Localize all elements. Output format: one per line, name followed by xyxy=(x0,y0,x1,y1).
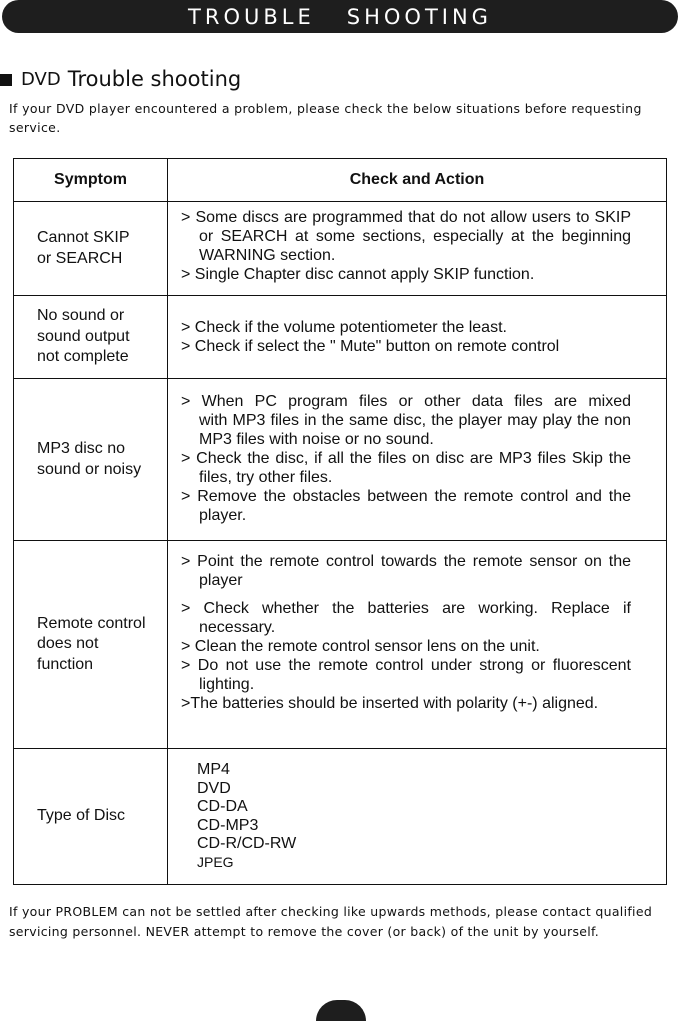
action-item: > When PC program files or other data files are mixed with MP3 files in the same disc, the player may play the non MP3 files with noise or no sound. xyxy=(181,393,636,448)
action-item: > Remove the obstacles between the remote control and the player. xyxy=(181,488,631,524)
list-item: MP4 xyxy=(197,761,230,778)
symptom-cell xyxy=(14,296,168,379)
action-cell xyxy=(168,202,667,296)
column-header-symptom: Symptom xyxy=(14,159,168,202)
symptom-cell xyxy=(14,379,168,541)
table-row xyxy=(14,296,667,379)
action-cell xyxy=(168,749,667,885)
section-prefix: DVD xyxy=(21,68,61,90)
symptom-line: Cannot SKIP xyxy=(37,229,130,246)
action-item: > Check if select the " Mute" button on remote control xyxy=(181,338,560,355)
action-cell xyxy=(168,379,667,541)
table-row xyxy=(14,541,667,749)
intro-paragraph: If your DVD player encountered a problem, please check the below situations before requesting service. xyxy=(9,101,642,135)
action-item: > Check whether the batteries are working. Replace if necessary. xyxy=(181,600,631,636)
symptom-line: sound output xyxy=(37,327,130,345)
section-title: Trouble shooting xyxy=(67,67,242,91)
list-item: CD-R/CD-RW xyxy=(197,835,297,852)
symptom-line: sound or noisy xyxy=(37,460,142,478)
table-row xyxy=(14,749,667,885)
banner-title: TROUBLE SHOOTING xyxy=(188,4,492,29)
column-header-action: Check and Action xyxy=(168,159,667,202)
troubleshooting-table xyxy=(13,158,667,885)
symptom-line: function xyxy=(37,655,94,673)
action-item: > Clean the remote control sensor lens on the unit. xyxy=(181,638,540,655)
symptom-line: No sound or xyxy=(37,307,125,325)
disc-type-list xyxy=(168,761,666,871)
symptom-line: Type of Disc xyxy=(37,807,126,825)
symptom-line: MP3 disc no xyxy=(37,440,126,457)
list-item: JPEG xyxy=(197,853,234,870)
action-item: > Some discs are programmed that do not allow users to SKIP or SEARCH at some sections, especially at the beginning WARNING section. xyxy=(181,209,631,264)
action-cell xyxy=(168,296,667,379)
action-item: > Point the remote control towards the remote sensor on the player xyxy=(181,553,631,589)
header-banner xyxy=(2,0,678,33)
table-row xyxy=(14,379,667,541)
action-item: >The batteries should be inserted with polarity (+-) aligned. xyxy=(181,695,599,712)
action-cell xyxy=(168,541,667,749)
symptom-line: or SEARCH xyxy=(37,249,123,267)
symptom-cell xyxy=(14,202,168,296)
section-heading xyxy=(0,66,241,92)
list-item: CD-MP3 xyxy=(197,816,259,834)
page-tab-shape xyxy=(316,1000,366,1021)
symptom-cell xyxy=(14,749,168,885)
symptom-line: does not xyxy=(37,635,99,653)
symptom-line: Remote control xyxy=(37,614,146,632)
symptom-line: not complete xyxy=(37,348,129,366)
square-bullet-icon xyxy=(0,74,12,86)
action-item: > Do not use the remote control under strong or fluorescent lighting. xyxy=(181,657,631,693)
symptom-cell xyxy=(14,541,168,749)
list-item: DVD xyxy=(197,779,231,797)
action-item: > Check if the volume potentiometer the least. xyxy=(181,319,507,336)
table-row xyxy=(14,202,667,296)
table-header-row xyxy=(14,159,667,202)
list-item: CD-DA xyxy=(197,798,248,815)
outro-paragraph: If your PROBLEM can not be settled after checking like upwards methods, please contact qualified servicing personnel. NEVER attempt to remove the cover (or back) of the unit by yourself. xyxy=(9,904,653,939)
action-item: > Check the disc, if all the files on disc are MP3 files Skip the files, try other files. xyxy=(181,450,631,486)
action-item: > Single Chapter disc cannot apply SKIP function. xyxy=(181,266,535,283)
